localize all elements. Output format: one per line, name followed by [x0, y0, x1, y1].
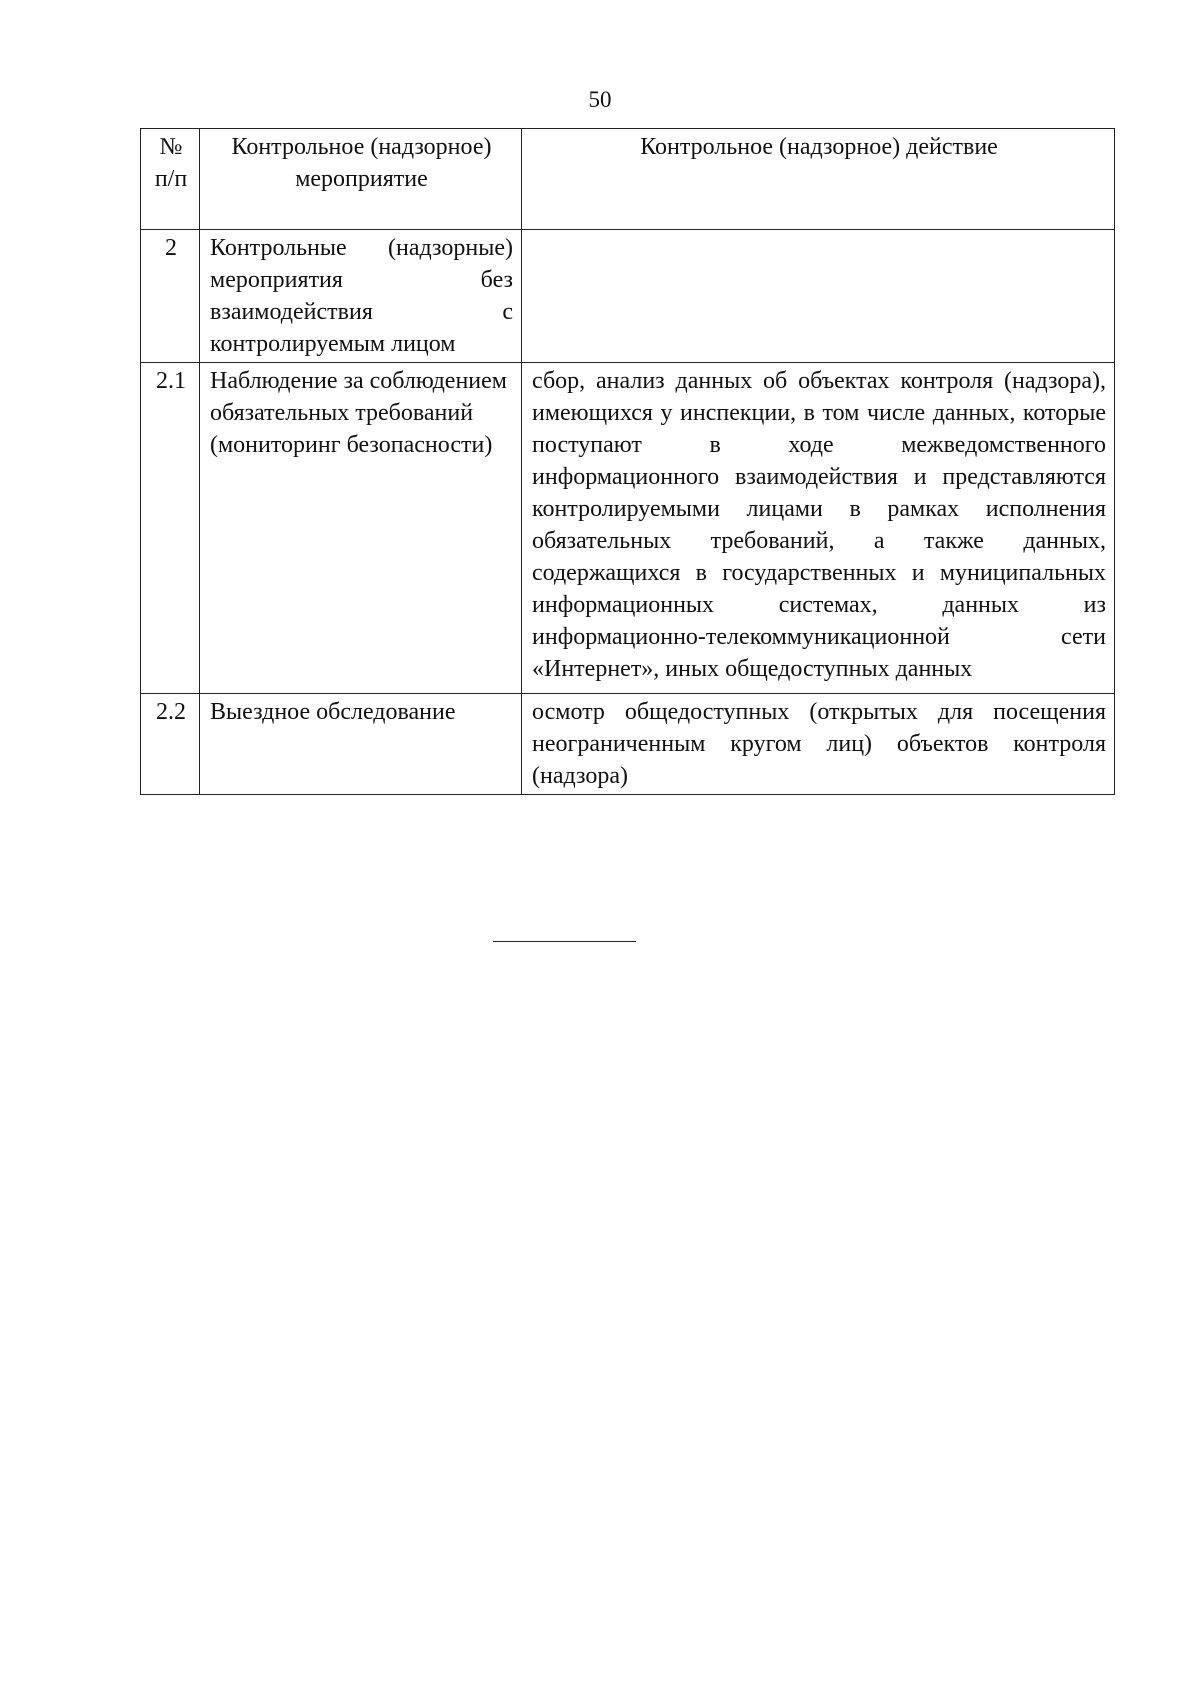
table-row [141, 694, 1115, 795]
row-action: осмотр общедоступных (открытых для посещения неограниченным кругом лиц) объектов контроля (надзора) [522, 694, 1115, 795]
table-row [141, 363, 1115, 694]
table-header-row [141, 129, 1115, 230]
header-action: Контрольное (надзорное) действие [522, 129, 1115, 230]
control-measures-table [140, 128, 1115, 795]
row-event: Выездное обследование [200, 694, 522, 795]
header-event: Контрольное (надзорное) мероприятие [200, 129, 522, 230]
row-number: 2.1 [141, 363, 200, 694]
row-number: 2.2 [141, 694, 200, 795]
row-event: Контрольные (надзорные) мероприятия без взаимодействия с контролируемым лицом [200, 230, 522, 363]
row-action: сбор, анализ данных об объектах контроля (надзора), имеющихся у инспекции, в том числе данных, которые поступают в ходе межведомственного информационного взаимодействия и представляются контролируемыми лицами в рамках исполнения обязательных требований, а также данных, содержащихся в государственных и муниципальных информационных системах, данных из информационно-телекоммуникационной сети «Интернет», иных общедоступных данных [522, 363, 1115, 694]
row-action [522, 230, 1115, 363]
table-row [141, 230, 1115, 363]
row-number: 2 [141, 230, 200, 363]
row-event: Наблюдение за соблюдением обязательных требований (мониторинг безопасности) [200, 363, 522, 694]
header-number: № п/п [141, 129, 200, 230]
end-separator-line [493, 941, 636, 942]
page-number: 50 [588, 87, 612, 112]
